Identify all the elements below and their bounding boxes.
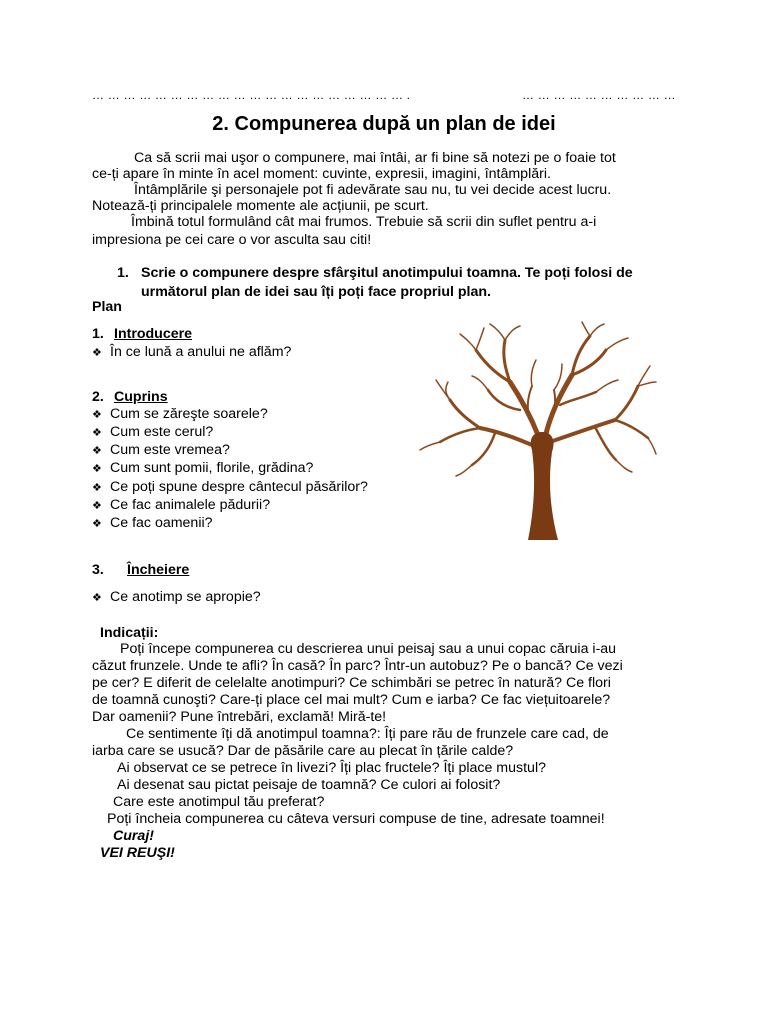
success-text: VEI REUŞI! — [100, 845, 175, 861]
task-line1: Scrie o compunere despre sfârşitul anotimpului toamna. Te poți folosi de — [141, 265, 633, 281]
section1-item: ❖ În ce lună a anului ne aflăm? — [92, 344, 292, 360]
section3-number: 3. — [92, 562, 104, 578]
hints-line: Ai observat ce se petrece în livezi? Îți plac fructele? Îți place mustul? — [117, 760, 546, 776]
diamond-bullet-icon: ❖ — [92, 482, 102, 494]
name-line: … … … … … … … … … … … … … … … … … … … … . — [92, 88, 411, 102]
diamond-bullet-icon: ❖ — [92, 347, 102, 359]
section2-title: Cuprins — [114, 389, 168, 405]
hints-line: Poți începe compunerea cu descrierea unui peisaj sau a unui copac căruia i-au — [120, 641, 617, 657]
intro-p1-line2: ce-ți apare în minte în acel moment: cuvinte, expresii, imagini, întâmplări. — [92, 166, 551, 182]
hints-line: Care este anotimpul tău preferat? — [113, 794, 325, 810]
intro-p2-line1: Întâmplările şi personajele pot fi adevărate sau nu, tu vei decide acest lucru. — [134, 182, 612, 198]
hints-label: Indicații: — [100, 625, 159, 641]
page-title: 2. Compunerea după un plan de idei — [212, 113, 556, 135]
section2-item: ❖ Cum este vremea? — [92, 442, 230, 458]
hints-line: Ai desenat sau pictat peisaje de toamnă? Ce culori ai folosit? — [117, 777, 501, 793]
diamond-bullet-icon: ❖ — [92, 427, 102, 439]
hints-line: Ce sentimente îți dă anotimpul toamna?: Îți pare rău de frunzele care cad, de — [126, 726, 609, 742]
intro-p3-line1: Îmbină totul formulând cât mai frumos. Trebuie să scrii din suflet pentru a-i — [131, 214, 597, 230]
diamond-bullet-icon: ❖ — [92, 409, 102, 421]
hints-line: pe cer? E diferit de celelalte anotimpuri? Ce schimbări se petrec în natură? Ce flori — [92, 675, 611, 691]
section3-title: Încheiere — [127, 562, 190, 578]
intro-p2-line2: Notează-ți principalele momente ale acțiunii, pe scurt. — [92, 198, 429, 214]
intro-p1-line1: Ca să scrii mai uşor o compunere, mai întâi, ar fi bine să notezi pe o foaie tot — [134, 150, 616, 166]
diamond-bullet-icon: ❖ — [92, 592, 102, 604]
hints-line: de toamnă cunoşti? Care-ți place cel mai mult? Cum e iarba? Ce fac viețuitoarele? — [92, 692, 611, 708]
hints-line: Dar oamenii? Pune întrebări, exclamă! Miră-te! — [92, 709, 387, 725]
date-line: … … … … … … … … … … — [522, 88, 676, 102]
task-number: 1. — [117, 265, 129, 281]
diamond-bullet-icon: ❖ — [92, 445, 102, 457]
section2-item: ❖ Cum se zăreşte soarele? — [92, 406, 268, 422]
section2-item: ❖ Cum sunt pomii, florile, grădina? — [92, 460, 314, 476]
hints-line: Poți încheia compunerea cu câteva versuri compuse de tine, adresate toamnei! — [107, 811, 605, 827]
bare-tree-illustration — [410, 320, 660, 550]
diamond-bullet-icon: ❖ — [92, 518, 102, 530]
section2-item: ❖ Ce fac animalele pădurii? — [92, 497, 271, 513]
courage-text: Curaj! — [113, 828, 154, 844]
section2-item: ❖ Cum este cerul? — [92, 424, 214, 440]
section2-number: 2. — [92, 389, 104, 405]
hints-line: căzut frunzele. Unde te afli? În casă? În parc? Într-un autobuz? Pe o bancă? Ce vezi — [92, 658, 623, 674]
plan-label: Plan — [92, 299, 122, 315]
section2-item: ❖ Ce fac oamenii? — [92, 515, 213, 531]
section1-number: 1. — [92, 326, 104, 342]
section1-title: Introducere — [114, 326, 193, 342]
diamond-bullet-icon: ❖ — [92, 463, 102, 475]
section2-item: ❖ Ce poți spune despre cântecul păsărilor? — [92, 479, 368, 495]
hints-line: iarba care se usucă? Dar de păsările care au plecat în țările calde? — [92, 743, 514, 759]
task-line2: următorul plan de idei sau îți poți face propriul plan. — [141, 284, 491, 300]
intro-p3-line2: impresiona pe cei care o vor asculta sau citi! — [92, 232, 372, 248]
section3-item: ❖ Ce anotimp se apropie? — [92, 589, 261, 605]
diamond-bullet-icon: ❖ — [92, 500, 102, 512]
